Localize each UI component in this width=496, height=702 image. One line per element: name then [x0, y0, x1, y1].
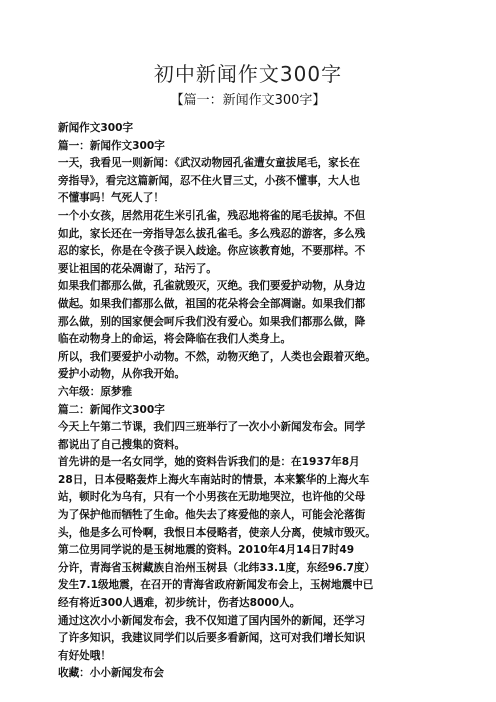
text-line: 所以，我们要爱护小动物。不然，动物灭绝了，人类也会跟着灭绝。	[58, 350, 376, 363]
text-line: 为了保护他而牺牲了生命。他失去了疼爱他的亲人，可能会沦落街	[58, 509, 366, 522]
text-line: 要让祖国的花朵凋谢了，玷污了。	[58, 262, 217, 275]
document-title: 初中新闻作文300字	[153, 62, 343, 86]
text-line: 那么做，别的国家便会呵斥我们没有爱心。如果我们都那么做，降	[58, 315, 366, 328]
document-subtitle: 【篇一：新闻作文300字】	[170, 93, 326, 108]
text-line: 旁指导》，看完这篇新闻，忍不住火冒三丈，小孩不懂事，大人也	[58, 174, 360, 187]
text-line: 有好处哦！	[58, 649, 111, 662]
text-line: 发生7.1级地震，在召开的青海省政府新闻发布会上，玉树地震中已	[58, 579, 374, 592]
text-line: 28日，日本侵略轰炸上海火车南站时的情景，本来繁华的上海火车	[58, 473, 370, 486]
text-line: 通过这次小小新闻发布会，我不仅知道了国内国外的新闻，还学习	[58, 614, 366, 627]
text-line: 临在动物身上的命运，将会降临在我们人类身上。	[58, 333, 292, 346]
text-line: 篇一：新闻作文300字	[58, 139, 165, 152]
article-body	[58, 120, 448, 683]
text-line: 不懂事吗！气死人了！	[58, 192, 164, 205]
text-line: 一天，我看见一则新闻：《武汉动物园孔雀遭女童拔尾毛，家长在	[58, 157, 360, 170]
text-line: 经有将近300人遇难，初步统计，伤者达8000人。	[58, 597, 301, 610]
text-line: 首先讲的是一名女同学，她的资料告诉我们的是：在1937年8月	[58, 456, 360, 469]
text-line: 如果我们都那么做，孔雀就毁灭，灭绝。我们要爱护动物，从身边	[58, 280, 366, 293]
text-line: 新闻作文300字	[58, 122, 134, 134]
text-line: 头，他是多么可怜啊，我恨日本侵略者，使亲人分离，使城市毁灭。	[58, 526, 376, 539]
text-line: 今天上午第二节课，我们四三班举行了一次小小新闻发布会。同学	[58, 421, 366, 434]
text-line: 站，顿时化为乌有，只有一个小男孩在无助地哭泣，也许他的父母	[58, 491, 366, 504]
text-line: 忍的家长，你是在令孩子误入歧途。你应该教育她，不要那样。不	[58, 245, 366, 258]
text-line: 一个小女孩，居然用花生米引孔雀，残忍地将雀的尾毛拔掉。不但	[58, 209, 366, 222]
text-line: 第二位男同学说的是玉树地震的资料。2010年4月14日7时49	[58, 544, 355, 557]
text-line: 爱护小动物，从你我开始。	[58, 368, 186, 381]
text-line: 收藏：小小新闻发布会	[58, 667, 164, 680]
text-line: 六年级：原梦雅	[58, 385, 133, 398]
text-line: 篇二：新闻作文300字	[58, 403, 165, 416]
text-line: 了许多知识，我建议同学们以后要多看新闻，这可对我们增长知识	[58, 632, 366, 645]
text-line: 都说出了自己搜集的资料。	[58, 438, 186, 451]
text-line: 分许，青海省玉树藏族自治州玉树县（北纬33.1度，东经96.7度）	[58, 561, 376, 574]
text-line: 做起。如果我们都那么做，祖国的花朵将会全部凋谢。如果我们都	[58, 297, 366, 310]
text-line: 如此，家长还在一旁指导怎么拔孔雀毛。多么残忍的游客，多么残	[58, 227, 366, 240]
